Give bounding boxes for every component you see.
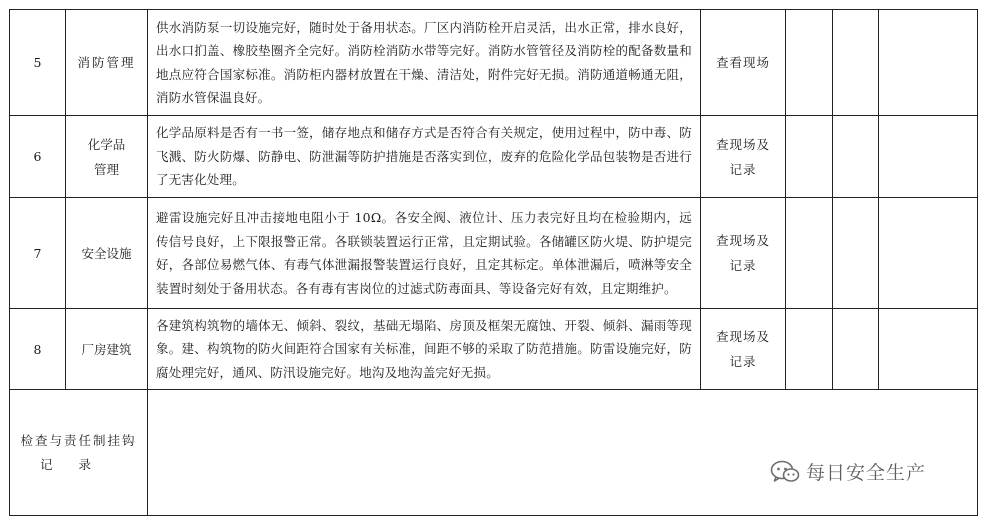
item-name-line: 安全设施 [81, 245, 132, 261]
check-method-line: 查现场及 [715, 233, 770, 248]
check-method [701, 10, 786, 116]
row-number: 5 [10, 10, 66, 116]
wechat-icon [770, 459, 800, 485]
empty-cell [833, 198, 879, 309]
table-row [10, 10, 978, 116]
check-method-line: 查现场及 [715, 136, 770, 152]
row-number: 8 [10, 309, 66, 390]
empty-cell [879, 10, 978, 116]
watermark [770, 458, 926, 485]
check-method-line: 记录 [729, 354, 757, 369]
check-method-line: 查现场及 [715, 329, 770, 344]
check-method [701, 116, 786, 198]
check-method-line: 记录 [729, 258, 757, 273]
record-label [10, 390, 148, 516]
check-method [701, 198, 786, 309]
item-content: 各建筑构筑物的墙体无、倾斜、裂纹，基础无塌陷、房顶及框架无腐蚀、开裂、倾斜、漏雨等现象。建、构筑物的防火间距符合国家有关标准，间距不够的采取了防范措施。防雷设施完好，防腐处理完好，通风、防汛设施完好。地沟及地沟盖完好无损。 [148, 309, 701, 390]
item-name-line: 化学品 [87, 136, 126, 152]
item-content: 供水消防泵一切设施完好，随时处于备用状态。厂区内消防栓开启灵活，出水正常，排水良好，出水口扪盖、橡胶垫圈齐全完好。消防栓消防水带等完好。消防水管管径及消防栓的配备数量和地点应符合国家标准。消防柜内器材放置在干燥、清洁处，附件完好无损。消防通道畅通无阻，消防水管保温良好。 [148, 10, 701, 116]
item-name [66, 198, 148, 309]
empty-cell [879, 309, 978, 390]
record-row [10, 390, 978, 516]
watermark-text: 每日安全生产 [806, 462, 927, 484]
item-name-line: 消防管理 [77, 55, 136, 70]
item-name-line: 厂房建筑 [81, 341, 132, 357]
empty-cell [786, 10, 833, 116]
item-name [66, 10, 148, 116]
record-content-cell [148, 390, 978, 516]
item-content: 化学品原料是否有一书一签，储存地点和储存方式是否符合有关规定，使用过程中，防中毒、防飞溅、防火防爆、防静电、防泄漏等防护措施是否落实到位，废弃的危险化学品包装物是否进行了无害化处理。 [148, 116, 701, 198]
item-name [66, 116, 148, 198]
empty-cell [786, 116, 833, 198]
record-label-line: 检查与责任制挂钩 [20, 432, 137, 448]
inspection-checklist-table [9, 9, 978, 516]
table-row [10, 309, 978, 390]
item-content: 避雷设施完好且冲击接地电阻小于 10Ω。各安全阀、液位计、压力表完好且均在检验期内，远传信号良好，上下限报警正常。各联锁装置运行正常，且定期试验。各储罐区防火堤、防护堤完好，各部位易燃气体、有毒气体泄漏报警装置运行良好，且定其标定。单体泄漏后，喷淋等安全装置时刻处于备用状态。各有毒有害岗位的过滤式防毒面具、等设备完好有效，且定期维护。 [148, 198, 701, 309]
item-name-line: 管理 [93, 161, 119, 177]
row-number: 6 [10, 116, 66, 198]
check-method [701, 309, 786, 390]
table-row [10, 116, 978, 198]
empty-cell [879, 198, 978, 309]
check-method-line: 查看现场 [715, 55, 770, 70]
empty-cell [833, 309, 879, 390]
empty-cell [879, 116, 978, 198]
item-name [66, 309, 148, 390]
empty-cell [833, 116, 879, 198]
empty-cell [786, 198, 833, 309]
empty-cell [833, 10, 879, 116]
table-row [10, 198, 978, 309]
record-label-line: 记录 [39, 456, 117, 472]
check-method-line: 记录 [729, 161, 757, 177]
empty-cell [786, 309, 833, 390]
row-number: 7 [10, 198, 66, 309]
